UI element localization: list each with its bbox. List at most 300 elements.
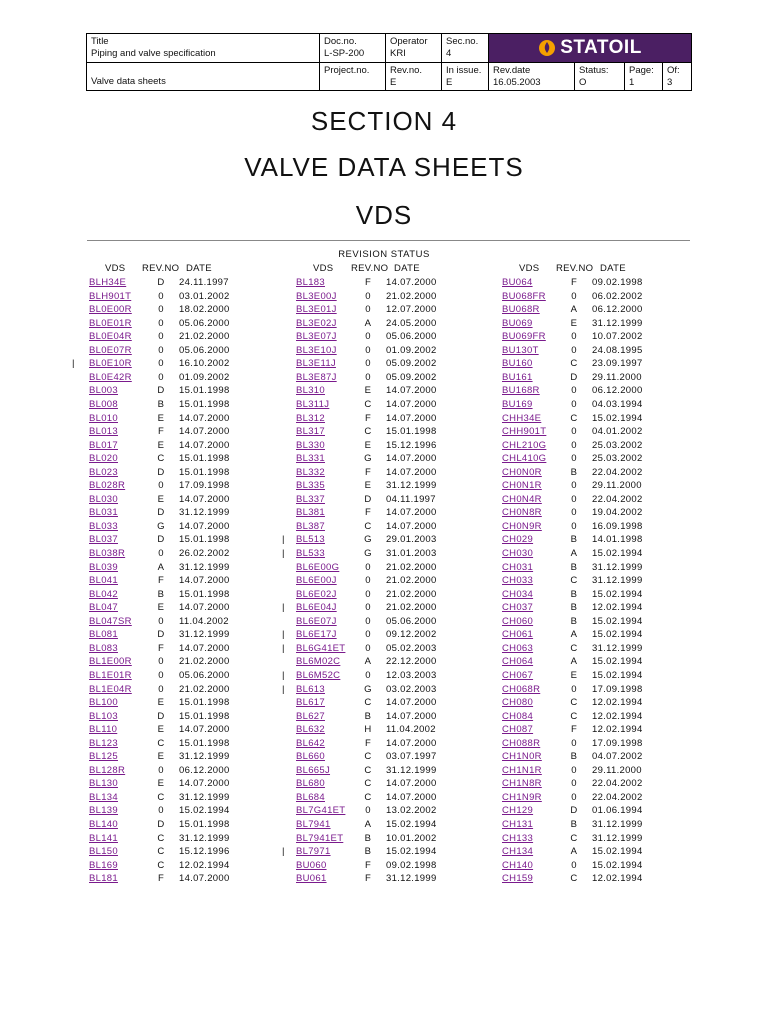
table-row <box>89 723 239 737</box>
operator-cell <box>386 34 442 63</box>
vds-link[interactable]: BL632 <box>296 724 325 736</box>
vds-link[interactable]: CH134 <box>502 846 534 858</box>
subtitle-value: Valve data sheets <box>91 76 166 87</box>
vds-link[interactable]: CHH901T <box>502 426 547 438</box>
vds-link[interactable]: BL033 <box>89 520 118 532</box>
vds-link[interactable]: BL6E00J <box>296 575 337 587</box>
vds-link[interactable]: BL331 <box>296 453 325 465</box>
rev-date: 21.02.2000 <box>386 290 437 302</box>
rev-no: F <box>157 575 165 587</box>
rev-date: 03.07.1997 <box>386 751 437 763</box>
vds-link[interactable]: CH1N0R <box>502 751 542 763</box>
rev-date: 31.12.1999 <box>179 832 230 844</box>
vds-link[interactable]: BL010 <box>89 412 118 424</box>
vds-link[interactable]: CHL410G <box>502 453 547 465</box>
rev-date: 29.11.2000 <box>592 480 642 492</box>
vds-link[interactable]: CH0N0R <box>502 466 542 478</box>
table-row <box>296 412 446 426</box>
vds-link[interactable]: BL0E04R <box>89 331 132 343</box>
table-row <box>296 561 446 575</box>
table-row <box>89 520 239 534</box>
vds-link[interactable]: BL0E10R <box>89 358 132 370</box>
rev-date: 21.02.2000 <box>179 656 230 668</box>
table-row <box>296 872 446 886</box>
table-row <box>282 547 446 561</box>
vds-link[interactable]: BL335 <box>296 480 325 492</box>
vds-link[interactable]: BL665J <box>296 764 331 776</box>
rev-date: 11.04.2002 <box>386 724 436 736</box>
vds-link[interactable]: BL680 <box>296 778 325 790</box>
rev-no: E <box>157 602 165 614</box>
rev-no: 0 <box>158 304 164 316</box>
rev-date: 14.07.2000 <box>386 507 437 519</box>
vds-link[interactable]: CH1N8R <box>502 778 542 790</box>
table-row <box>502 859 652 873</box>
rev-no: F <box>364 859 372 871</box>
vds-link[interactable]: BL3E01J <box>296 304 337 316</box>
inissue-value: E <box>446 77 453 88</box>
rev-date: 06.12.2000 <box>592 304 643 316</box>
revno-cell <box>386 63 442 90</box>
table-row <box>296 276 446 290</box>
rev-date: 04.11.1997 <box>386 493 436 505</box>
table-row <box>502 628 652 642</box>
vds-link[interactable]: BU161 <box>502 371 533 383</box>
vds-link[interactable]: BL037 <box>89 534 118 546</box>
vds-link[interactable]: BL513 <box>296 534 325 546</box>
rev-date: 01.09.2002 <box>386 344 437 356</box>
table-row <box>296 859 446 873</box>
table-row <box>296 832 446 846</box>
table-row <box>502 547 652 561</box>
vds-link[interactable]: BL110 <box>89 724 118 736</box>
vds-link[interactable]: BL0E01R <box>89 317 132 329</box>
table-row <box>502 384 652 398</box>
table-row <box>296 506 446 520</box>
secno-value: 4 <box>446 48 452 59</box>
col-head-vds: VDS <box>519 263 540 274</box>
vds-link[interactable]: BL183 <box>296 277 325 288</box>
table-row <box>502 642 652 656</box>
vds-link[interactable]: BL150 <box>89 846 118 858</box>
vds-link[interactable]: CH0N4R <box>502 493 542 505</box>
table-row <box>89 371 239 385</box>
vds-link[interactable]: BL140 <box>89 819 118 830</box>
vds-link[interactable]: BL0E42R <box>89 371 132 383</box>
rev-date: 06.02.2002 <box>592 290 643 302</box>
vds-link[interactable]: BL660 <box>296 751 325 763</box>
vds-link[interactable]: BL310 <box>296 385 325 397</box>
vds-link[interactable]: CH0N8R <box>502 507 542 519</box>
vds-link[interactable]: BU068R <box>502 304 540 316</box>
vds-link[interactable]: BL041 <box>89 575 118 587</box>
vds-link[interactable]: BL337 <box>296 493 325 505</box>
vds-link[interactable]: BL312 <box>296 412 325 424</box>
rev-no: C <box>570 575 578 587</box>
vds-link[interactable]: BL7941ET <box>296 832 344 844</box>
vds-link[interactable]: CH063 <box>502 642 534 654</box>
rev-no: B <box>570 466 578 478</box>
vds-link[interactable]: BL013 <box>89 426 118 438</box>
vds-link[interactable]: CH080 <box>502 697 534 709</box>
vds-link[interactable]: BL128R <box>89 764 126 776</box>
rev-no: C <box>364 764 372 776</box>
rev-date: 14.07.2000 <box>386 737 437 749</box>
change-marker: | <box>282 683 285 695</box>
vds-link[interactable]: BL042 <box>89 588 118 600</box>
vds-link[interactable]: CH029 <box>502 534 534 546</box>
table-row <box>89 290 239 304</box>
rev-no: E <box>157 493 165 505</box>
document-header <box>86 33 692 91</box>
of-cell <box>663 63 691 90</box>
rev-no: B <box>570 602 578 614</box>
rev-date: 22.04.2002 <box>592 791 643 803</box>
rev-no: 0 <box>365 642 371 654</box>
table-row <box>89 777 239 791</box>
rev-date: 21.02.2000 <box>386 588 437 600</box>
vds-link[interactable]: BU160 <box>502 358 533 370</box>
revision-status-heading: REVISION STATUS <box>338 249 430 260</box>
vds-link[interactable]: CH1N1R <box>502 764 542 776</box>
table-row <box>296 330 446 344</box>
vds-link[interactable]: BL330 <box>296 439 325 451</box>
vds-link[interactable]: CH0N9R <box>502 520 542 532</box>
table-row <box>89 317 239 331</box>
rev-no: 0 <box>158 290 164 302</box>
vds-link[interactable]: CHH34E <box>502 412 542 424</box>
table-row <box>502 439 652 453</box>
rev-no: 0 <box>158 331 164 343</box>
vds-link[interactable]: CH037 <box>502 602 534 614</box>
table-row <box>502 425 652 439</box>
rev-date: 05.06.2000 <box>179 669 230 681</box>
vds-link[interactable]: BL141 <box>89 832 118 844</box>
rev-no: C <box>157 859 165 871</box>
rev-no: 0 <box>365 331 371 343</box>
vds-link[interactable]: CH033 <box>502 575 534 587</box>
vds-link[interactable]: BL6E07J <box>296 615 337 627</box>
rev-no: 0 <box>571 453 577 465</box>
rev-no: B <box>570 588 578 600</box>
vds-link[interactable]: CH031 <box>502 561 534 573</box>
rev-date: 29.11.2000 <box>592 764 642 776</box>
vds-link[interactable]: BL003 <box>89 385 118 397</box>
col-head-revno: REV.NO <box>142 263 180 274</box>
rev-no: B <box>364 710 372 722</box>
vds-link[interactable]: BL387 <box>296 520 325 532</box>
vds-link[interactable]: CH0N1R <box>502 480 542 492</box>
rev-date: 15.02.1994 <box>592 548 643 559</box>
vds-link[interactable]: CH030 <box>502 548 534 559</box>
vds-link[interactable]: BU068FR <box>502 290 546 302</box>
rev-no: 0 <box>571 344 577 356</box>
vds-link[interactable]: BL125 <box>89 751 118 763</box>
status-value: O <box>579 77 587 88</box>
rev-date: 14.07.2000 <box>179 493 230 505</box>
rev-no: 0 <box>571 426 577 438</box>
rev-date: 01.09.2002 <box>179 371 230 383</box>
rev-date: 14.07.2000 <box>386 778 437 790</box>
rev-date: 21.02.2000 <box>386 575 437 587</box>
table-row <box>502 344 652 358</box>
rev-date: 12.02.1994 <box>592 697 643 709</box>
rev-date: 12.03.2003 <box>386 669 437 681</box>
rev-date: 09.12.2002 <box>386 629 437 641</box>
vds-link[interactable]: CH034 <box>502 588 534 600</box>
divider <box>87 240 690 241</box>
vds-link[interactable]: BL130 <box>89 778 118 790</box>
vds-link[interactable]: BL332 <box>296 466 325 478</box>
table-row <box>296 804 446 818</box>
table-row <box>502 655 652 669</box>
vds-link[interactable]: BU130T <box>502 344 539 356</box>
vds-link[interactable]: BL613 <box>296 683 325 695</box>
vds-link[interactable]: CH064 <box>502 656 534 668</box>
rev-no: 0 <box>365 588 371 600</box>
table-row <box>502 683 652 697</box>
table-row <box>89 669 239 683</box>
rev-no: 0 <box>365 602 371 614</box>
table-row <box>296 710 446 724</box>
rev-date: 15.02.1994 <box>592 588 643 600</box>
rev-date: 15.01.1998 <box>179 534 230 546</box>
revdate-cell <box>489 63 575 90</box>
vds-link[interactable]: BL047 <box>89 602 118 614</box>
rev-no: F <box>157 873 165 885</box>
vds-link[interactable]: BU061 <box>296 873 327 885</box>
rev-no: B <box>570 819 578 830</box>
vds-link[interactable]: BU064 <box>502 277 533 288</box>
table-row <box>502 317 652 331</box>
vds-link[interactable]: BL642 <box>296 737 325 749</box>
rev-no: C <box>364 426 372 438</box>
table-row <box>89 859 239 873</box>
rev-date: 21.02.2000 <box>179 331 230 343</box>
vds-link[interactable]: BL100 <box>89 697 118 709</box>
table-row <box>502 574 652 588</box>
vds-link[interactable]: BL7971 <box>296 846 331 858</box>
vds-link[interactable]: BL6E17J <box>296 629 337 641</box>
of-label: Of: <box>667 65 680 76</box>
rev-no: D <box>157 277 165 288</box>
table-row <box>296 290 446 304</box>
rev-no: 0 <box>365 344 371 356</box>
vds-link[interactable]: BL617 <box>296 697 325 709</box>
vds-link[interactable]: CH159 <box>502 873 534 885</box>
title-cell <box>87 34 320 63</box>
vds-link[interactable]: BL083 <box>89 642 118 654</box>
vds-link[interactable]: BL0E07R <box>89 344 132 356</box>
vds-link[interactable]: BL3E07J <box>296 331 337 343</box>
vds-link[interactable]: BU069FR <box>502 331 546 343</box>
table-row <box>502 506 652 520</box>
rev-date: 11.04.2002 <box>179 615 229 627</box>
rev-date: 29.01.2003 <box>386 534 437 546</box>
rev-date: 21.02.2000 <box>386 561 437 573</box>
rev-no: B <box>570 534 578 546</box>
table-row <box>89 791 239 805</box>
rev-date: 14.07.2000 <box>386 385 437 397</box>
rev-no: 0 <box>571 398 577 410</box>
change-marker: | <box>282 846 285 858</box>
vds-link[interactable]: BLH901T <box>89 290 132 302</box>
rev-date: 31.12.1999 <box>179 629 230 641</box>
vds-link[interactable]: BL6E04J <box>296 602 337 614</box>
vds-link[interactable]: BL181 <box>89 873 118 885</box>
rev-no: A <box>570 846 578 858</box>
table-row <box>502 764 652 778</box>
vds-link[interactable]: BL7G41ET <box>296 805 346 817</box>
vds-link[interactable]: BL038R <box>89 548 126 559</box>
vds-link[interactable]: BL533 <box>296 548 325 559</box>
vds-link[interactable]: BL031 <box>89 507 118 519</box>
rev-date: 12.02.1994 <box>592 724 643 736</box>
vds-link[interactable]: BU060 <box>296 859 327 871</box>
table-row <box>89 479 239 493</box>
rev-no: G <box>364 548 372 559</box>
table-row <box>502 479 652 493</box>
vds-link[interactable]: CH1N9R <box>502 791 542 803</box>
vds-link[interactable]: CH131 <box>502 819 534 830</box>
vds-link[interactable]: BL311J <box>296 398 330 410</box>
vds-link[interactable]: BL7941 <box>296 819 331 830</box>
operator-value: KRI <box>390 48 406 59</box>
vds-link[interactable]: BL103 <box>89 710 118 722</box>
rev-no: C <box>570 832 578 844</box>
table-row <box>89 439 239 453</box>
rev-date: 23.09.1997 <box>592 358 643 370</box>
vds-link[interactable]: CH088R <box>502 737 541 749</box>
rev-no: A <box>570 629 578 641</box>
vds-link[interactable]: BL627 <box>296 710 325 722</box>
rev-no: E <box>157 778 165 790</box>
vds-link[interactable]: BL008 <box>89 398 118 410</box>
table-row <box>89 655 239 669</box>
vds-link[interactable]: BL030 <box>89 493 118 505</box>
vds-link[interactable]: CH067 <box>502 669 534 681</box>
rev-no: 0 <box>571 385 577 397</box>
vds-link[interactable]: BL3E10J <box>296 344 337 356</box>
vds-link[interactable]: BL047SR <box>89 615 132 627</box>
table-row <box>296 615 446 629</box>
vds-link[interactable]: BLH34E <box>89 277 127 288</box>
vds-link[interactable]: BL0E00R <box>89 304 132 316</box>
vds-link[interactable]: BL3E87J <box>296 371 337 383</box>
table-row <box>502 804 652 818</box>
change-marker: | <box>282 629 285 641</box>
table-row <box>502 330 652 344</box>
table-row <box>502 533 652 547</box>
table-row <box>296 398 446 412</box>
vds-link[interactable]: BL039 <box>89 561 118 573</box>
vds-link[interactable]: BL1E04R <box>89 683 132 695</box>
vds-link[interactable]: BU168R <box>502 385 540 397</box>
table-row <box>89 804 239 818</box>
vds-link[interactable]: CH060 <box>502 615 534 627</box>
rev-no: C <box>570 710 578 722</box>
vds-link[interactable]: BL684 <box>296 791 325 803</box>
rev-date: 03.02.2003 <box>386 683 437 695</box>
vds-link[interactable]: BL6E02J <box>296 588 337 600</box>
vds-link[interactable]: CH068R <box>502 683 541 695</box>
rev-date: 10.01.2002 <box>386 832 437 844</box>
vds-link[interactable]: BL081 <box>89 629 118 641</box>
table-row <box>89 493 239 507</box>
vds-link[interactable]: BL3E11J <box>296 358 336 370</box>
vds-link[interactable]: BL1E01R <box>89 669 132 681</box>
vds-link[interactable]: BL3E02J <box>296 317 337 329</box>
rev-no: D <box>157 385 165 397</box>
rev-date: 14.07.2000 <box>386 412 437 424</box>
vds-link[interactable]: BL6E00G <box>296 561 340 573</box>
table-row <box>296 737 446 751</box>
vds-link[interactable]: BL139 <box>89 805 118 817</box>
vds-link[interactable]: BL3E00J <box>296 290 337 302</box>
rev-no: E <box>157 724 165 736</box>
rev-no: A <box>364 656 372 668</box>
vds-link[interactable]: CH087 <box>502 724 534 736</box>
rev-no: A <box>364 317 372 329</box>
vds-link[interactable]: BL6M02C <box>296 656 341 668</box>
vds-link[interactable]: BL6G41ET <box>296 642 346 654</box>
table-row <box>502 412 652 426</box>
vds-link[interactable]: BL123 <box>89 737 118 749</box>
vds-link[interactable]: BL6M52C <box>296 669 341 681</box>
vds-link[interactable]: BU069 <box>502 317 533 329</box>
vds-link[interactable]: BL317 <box>296 426 325 438</box>
table-row <box>89 710 239 724</box>
rev-no: 0 <box>158 656 164 668</box>
vds-link[interactable]: BL023 <box>89 466 118 478</box>
table-row <box>89 547 239 561</box>
rev-no: F <box>570 277 578 288</box>
rev-date: 05.06.2000 <box>386 615 437 627</box>
rev-no: G <box>364 683 372 695</box>
table-row <box>282 683 446 697</box>
rev-date: 05.06.2000 <box>179 344 230 356</box>
vds-link[interactable]: BL028R <box>89 480 126 492</box>
vds-link[interactable]: BL020 <box>89 453 118 465</box>
vds-link[interactable]: CH133 <box>502 832 534 844</box>
rev-date: 22.04.2002 <box>592 466 643 478</box>
rev-no: 0 <box>571 480 577 492</box>
vds-link[interactable]: BL134 <box>89 791 118 803</box>
vds-link[interactable]: CH061 <box>502 629 534 641</box>
vds-link[interactable]: BL169 <box>89 859 118 871</box>
docno-value: L-SP-200 <box>324 48 365 59</box>
vds-link[interactable]: CH140 <box>502 859 534 871</box>
rev-no: 0 <box>365 629 371 641</box>
table-row <box>282 533 446 547</box>
page-value: 1 <box>629 77 635 88</box>
rev-date: 14.07.2000 <box>179 724 230 736</box>
rev-no: 0 <box>158 480 164 492</box>
vds-link[interactable]: BL017 <box>89 439 118 451</box>
vds-link[interactable]: CH084 <box>502 710 534 722</box>
vds-link[interactable]: CHL210G <box>502 439 547 451</box>
rev-date: 15.12.1996 <box>179 846 230 858</box>
vds-link[interactable]: CH129 <box>502 805 534 817</box>
rev-no: D <box>157 629 165 641</box>
vds-link[interactable]: BU169 <box>502 398 533 410</box>
rev-date: 15.01.1998 <box>179 737 230 749</box>
vds-link[interactable]: BL1E00R <box>89 656 132 668</box>
table-row <box>502 872 652 886</box>
rev-date: 12.07.2000 <box>386 304 437 316</box>
vds-link[interactable]: BL381 <box>296 507 325 519</box>
rev-no: 0 <box>365 615 371 627</box>
